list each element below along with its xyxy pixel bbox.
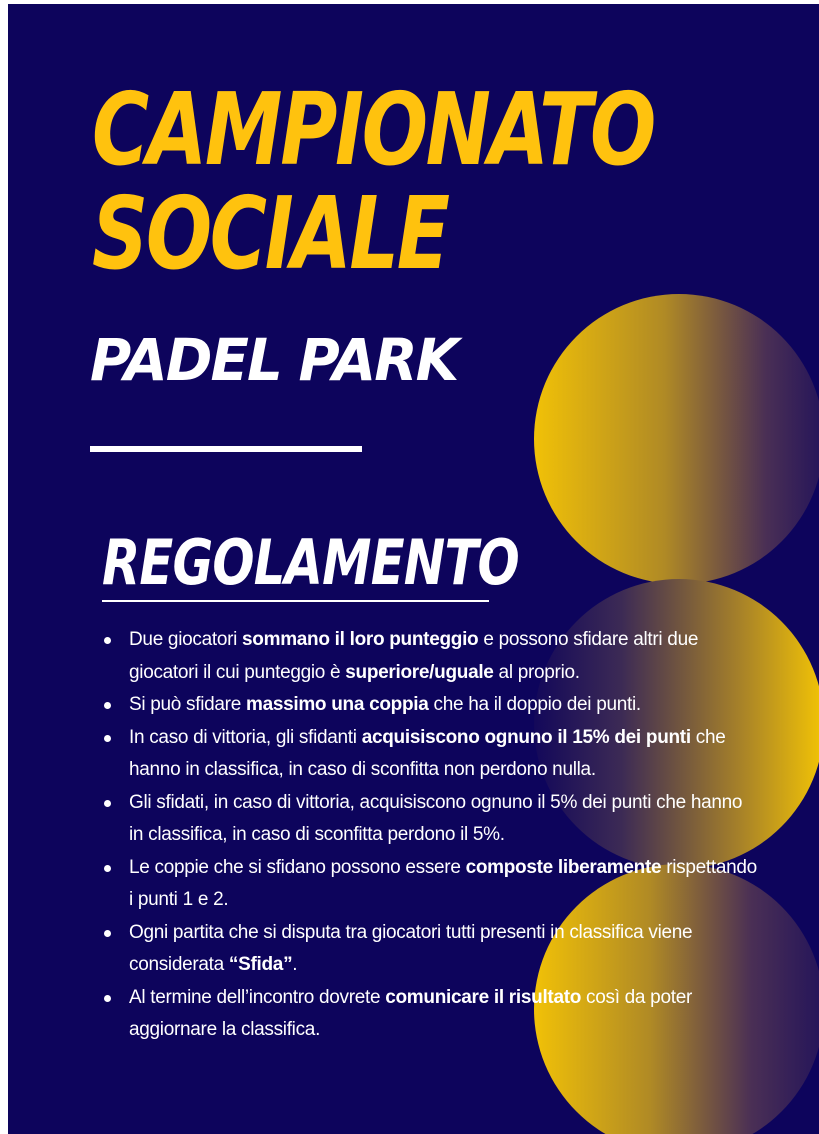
brand-name: PADEL PARK [90,326,458,394]
page-title [92,71,655,292]
rules-list [100,624,760,1047]
rule-item: Si può sfidare massimo una coppia che ha il doppio dei punti. [100,689,760,722]
rule-item: Le coppie che si sfidano possono essere composte liberamente rispettando i punti 1 e 2. [100,852,760,917]
divider [90,446,362,452]
section-title: REGOLAMENTO [102,526,519,599]
decorative-circle-top [534,294,819,584]
rule-item: Gli sfidati, in caso di vittoria, acquisiscono ognuno il 5% dei punti che hanno in classifica, in caso di sconfitta perdono il 5%. [100,787,760,852]
rule-item: Ogni partita che si disputa tra giocatori tutti presenti in classifica viene considerata “Sfida”. [100,917,760,982]
section-underline [102,600,489,602]
rule-item: Due giocatori sommano il loro punteggio e possono sfidare altri due giocatori il cui punteggio è superiore/uguale al proprio. [100,624,760,689]
title-line-1: CAMPIONATO [92,71,655,188]
poster [8,4,819,1134]
rule-item: Al termine dell’incontro dovrete comunicare il risultato così da poter aggiornare la classifica. [100,982,760,1047]
rule-item: In caso di vittoria, gli sfidanti acquisiscono ognuno il 15% dei punti che hanno in classifica, in caso di sconfitta non perdono nulla. [100,722,760,787]
title-line-2: SOCIALE [92,175,448,292]
